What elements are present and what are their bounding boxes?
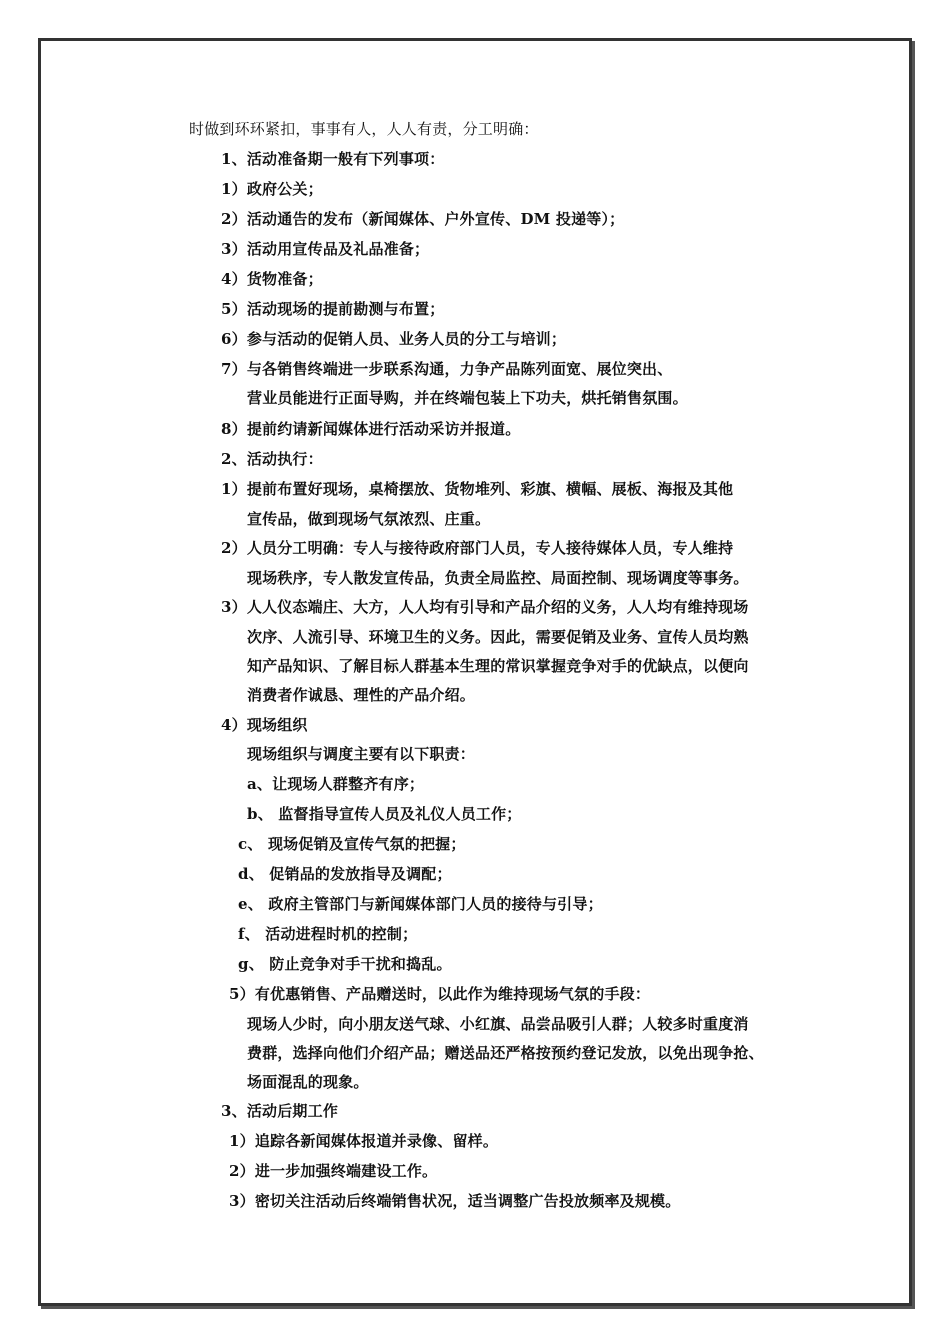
exec-item-3: 3）人人仪态端庄、大方，人人均有引导和产品介绍的义务，人人均有维持现场 xyxy=(221,598,749,616)
prep-item-3: 3）活动用宣传品及礼品准备； xyxy=(221,240,430,258)
document-body xyxy=(41,41,909,1303)
duty-e: e、 政府主管部门与新闻媒体部门人员的接待与引导； xyxy=(238,895,603,913)
prep-item-7: 7）与各销售终端进一步联系沟通，力争产品陈列面宽、展位突出、 xyxy=(221,360,673,378)
section-3-heading: 3、活动后期工作 xyxy=(221,1102,339,1120)
exec-item-1: 1）提前布置好现场，桌椅摆放、货物堆列、彩旗、横幅、展板、海报及其他 xyxy=(221,480,734,498)
prep-item-8: 8）提前约请新闻媒体进行活动采访并报道。 xyxy=(221,420,521,438)
exec-item-4: 4）现场组织 xyxy=(221,716,308,734)
section-2-heading: 2、活动执行： xyxy=(221,450,323,468)
prep-item-1: 1）政府公关； xyxy=(221,180,323,198)
intro-line: 时做到环环紧扣，事事有人，人人有责，分工明确： xyxy=(189,120,539,138)
exec-item-4-intro: 现场组织与调度主要有以下职责： xyxy=(247,745,476,763)
exec-item-1-cont: 宣传品，做到现场气氛浓烈、庄重。 xyxy=(247,510,491,528)
exec-item-2-cont: 现场秩序，专人散发宣传品，负责全局监控、局面控制、现场调度等事务。 xyxy=(247,569,749,587)
post-item-1: 1）追踪各新闻媒体报道并录像、留样。 xyxy=(229,1132,499,1150)
exec-item-3-cont-1: 次序、人流引导、环境卫生的义务。因此，需要促销及业务、宣传人员均熟 xyxy=(247,628,749,646)
exec-item-5-cont-3: 场面混乱的现象。 xyxy=(247,1073,369,1091)
post-item-3: 3）密切关注活动后终端销售状况，适当调整广告投放频率及规模。 xyxy=(229,1192,681,1210)
prep-item-2: 2）活动通告的发布（新闻媒体、户外宣传、DM 投递等）； xyxy=(221,210,625,228)
duty-a: a、让现场人群整齐有序； xyxy=(247,775,425,793)
section-1-heading: 1、活动准备期一般有下列事项： xyxy=(221,150,445,168)
exec-item-2: 2）人员分工明确：专人与接待政府部门人员，专人接待媒体人员，专人维持 xyxy=(221,539,734,557)
duty-f: f、 活动进程时机的控制； xyxy=(238,925,418,943)
duty-d: d、 促销品的发放指导及调配； xyxy=(238,865,452,883)
prep-item-5: 5）活动现场的提前勘测与布置； xyxy=(221,300,445,318)
document-page xyxy=(38,38,912,1306)
prep-item-7-cont: 营业员能进行正面导购，并在终端包装上下功夫，烘托销售氛围。 xyxy=(247,389,688,407)
duty-g: g、 防止竞争对手干扰和捣乱。 xyxy=(238,955,452,973)
exec-item-3-cont-3: 消费者作诚恳、理性的产品介绍。 xyxy=(247,686,476,704)
duty-c: c、 现场促销及宣传气氛的把握； xyxy=(238,835,466,853)
exec-item-5-cont-1: 现场人少时，向小朋友送气球、小红旗、品尝品吸引人群；人较多时重度消 xyxy=(247,1015,749,1033)
prep-item-6: 6）参与活动的促销人员、业务人员的分工与培训； xyxy=(221,330,567,348)
duty-b: b、 监督指导宣传人员及礼仪人员工作； xyxy=(247,805,522,823)
post-item-2: 2）进一步加强终端建设工作。 xyxy=(229,1162,438,1180)
prep-item-4: 4）货物准备； xyxy=(221,270,323,288)
exec-item-5-cont-2: 费群，选择向他们介绍产品；赠送品还严格按预约登记发放，以免出现争抢、 xyxy=(247,1044,764,1062)
exec-item-3-cont-2: 知产品知识、了解目标人群基本生理的常识掌握竞争对手的优缺点，以便向 xyxy=(247,657,749,675)
exec-item-5: 5）有优惠销售、产品赠送时，以此作为维持现场气氛的手段： xyxy=(229,985,651,1003)
